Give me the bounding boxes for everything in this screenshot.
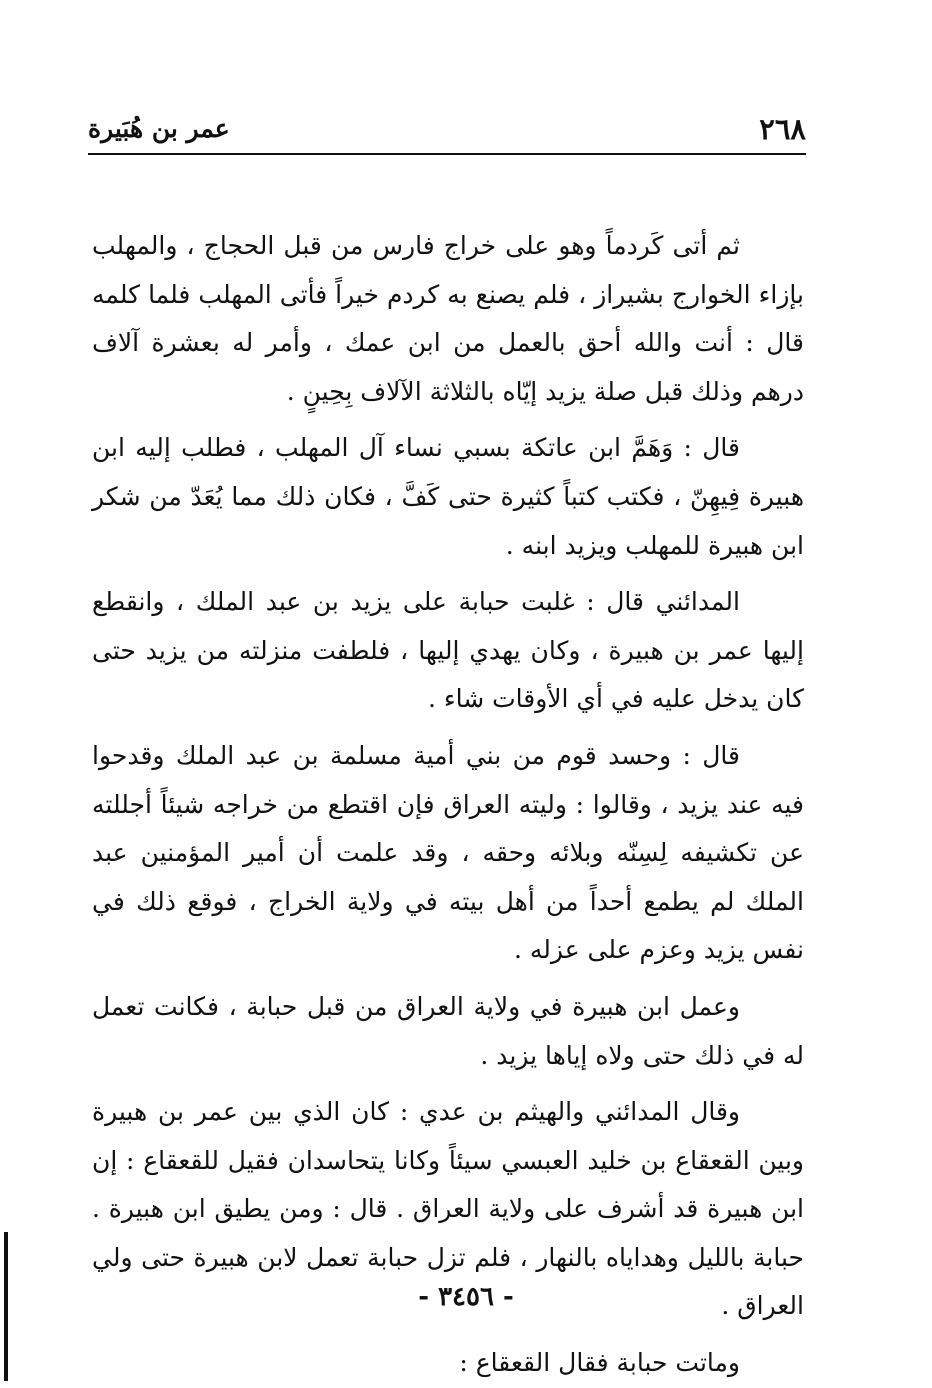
paragraph-6: وقال المدائني والهيثم بن عدي : كان الذي بين عمر بن هبيرة وبين القعقاع بن خليد العبسي سيئاً وكانا يتحاسدان فقيل للقعقاع : إن ابن هبيرة قد أشرف على ولاية العراق . قال : ومن يطيق ابن هبيرة . حبابة بالليل وهداياه بالنهار ، فلم تزل حبابة تعمل لابن هبيرة حتى ولي العراق .: [92, 1097, 804, 1321]
paragraph-3: المدائني قال : غلبت حبابة على يزيد بن عبد الملك ، وانقطع إليها عمر بن هبيرة ، وكان يهدي إليها ، فلطفت منزلته من يزيد حتى كان يدخل عليه في أي الأوقات شاء .: [92, 587, 804, 714]
paragraph-4: قال : وحسد قوم من بني أمية مسلمة بن عبد الملك وقدحوا فيه عند يزيد ، وقالوا : وليته العراق فإن اقتطع من خراجه شيئاً أجللته عن تكشيفه لِسِنّه وبلائه وحقه ، وقد علمت أن أمير المؤمنين عبد الملك لم يطمع أحداً من أهل بيته في ولاية الخراج ، فوقع ذلك في نفس يزيد وعزم على عزله .: [92, 740, 804, 965]
paragraph-1: ثم أتى كَردماً وهو على خراج فارس من قبل الحجاج ، والمهلب بإزاء الخوارج بشيراز ، فلم يصنع به كردم خيراً فأتى المهلب فلما كلمه قال : أنت والله أحق بالعمل من ابن عمك ، وأمر له بعشرة آلاف درهم وذلك قبل صلة يزيد إيّاه بالثلاثة الآلاف بِحِينٍ .: [92, 231, 804, 406]
header-rule: [88, 153, 806, 155]
page-header: [88, 108, 806, 154]
folio-number: - ٣٤٥٦ -: [418, 1282, 514, 1312]
scan-edge-shadow: [4, 1232, 8, 1381]
paragraph-2: قال : وَهَمَّ ابن عاتكة بسبي نساء آل المهلب ، فطلب إليه ابن هبيرة فِيهِنّ ، فكتب كتباً كثيرة حتى كَفَّ ، فكان ذلك مما يُعَدّ من شكر ابن هبيرة للمهلب ويزيد ابنه .: [92, 433, 804, 560]
page-number: ٢٦٨: [759, 112, 806, 146]
paragraph-7: وماتت حبابة فقال القعقاع :: [459, 1348, 740, 1378]
body-text: [92, 222, 804, 1388]
paragraph-5: وعمل ابن هبيرة في ولاية العراق من قبل حبابة ، فكانت تعمل له في ذلك حتى ولاه إياها يزيد .: [92, 991, 804, 1070]
running-title: عمر بن هُبَيرة: [88, 114, 230, 143]
